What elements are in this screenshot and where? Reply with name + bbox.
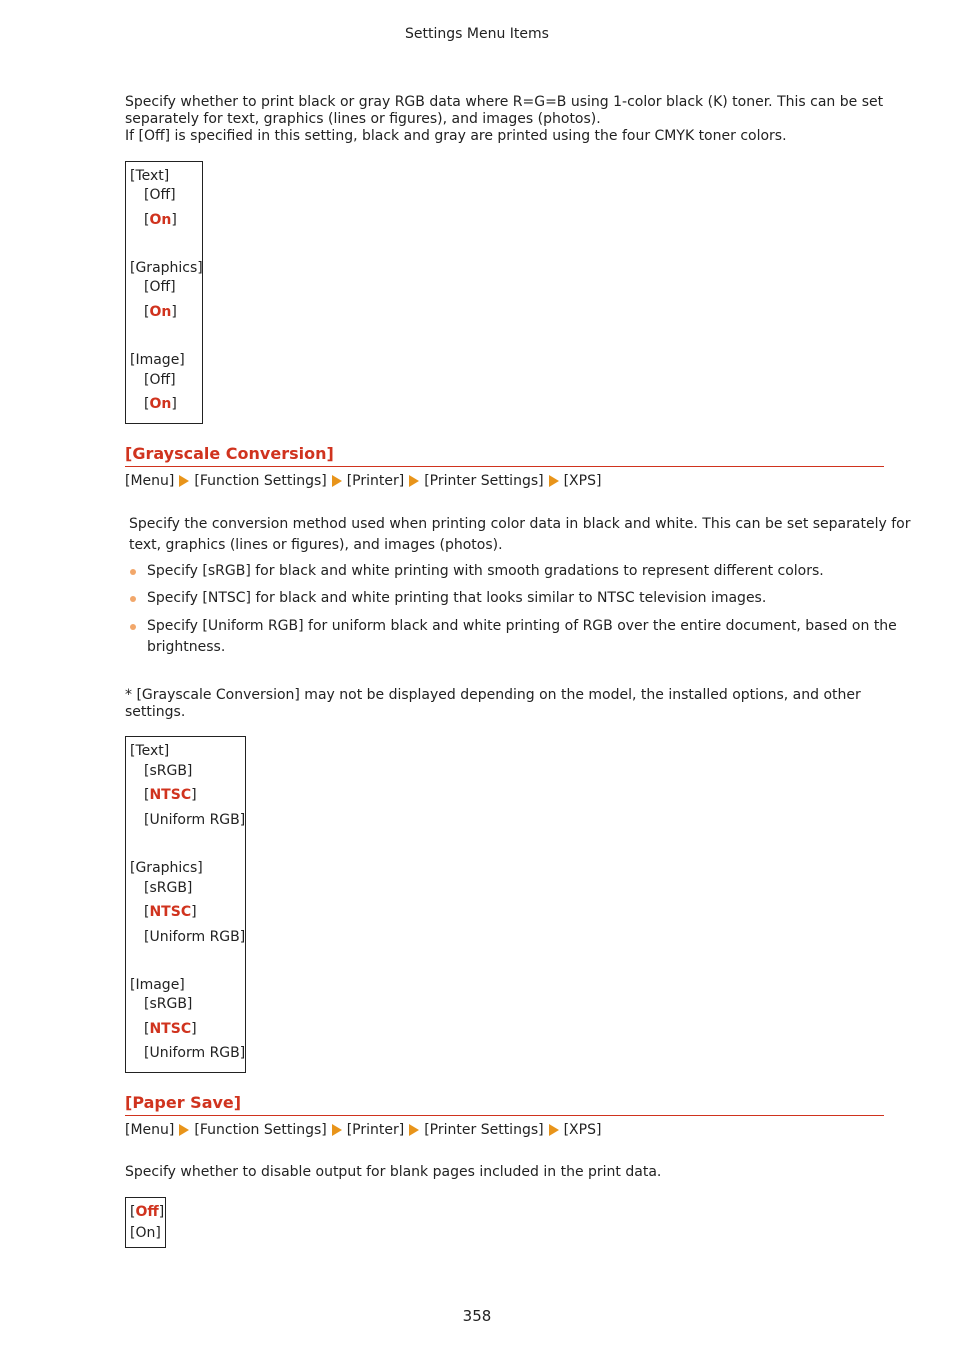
breadcrumb-item: [Function Settings] bbox=[194, 1122, 327, 1138]
graphics-label: [Graphics] bbox=[130, 860, 203, 876]
graphics-on-option: [On] bbox=[144, 304, 177, 320]
graphics-uniform-option: [Uniform RGB] bbox=[144, 929, 246, 945]
triangle-arrow-icon bbox=[409, 1124, 419, 1136]
bullet-item: Specify [NTSC] for black and white printing that looks similar to NTSC television images. bbox=[147, 590, 767, 606]
breadcrumb-item: [Printer Settings] bbox=[424, 1122, 544, 1138]
graphics-off-option: [Off] bbox=[144, 279, 176, 295]
triangle-arrow-icon bbox=[332, 475, 342, 487]
paper-save-description: Specify whether to disable output for blank pages included in the print data. bbox=[125, 1164, 662, 1180]
note-line: settings. bbox=[125, 704, 186, 720]
default-value: NTSC bbox=[149, 904, 192, 920]
text-on-option: [On] bbox=[144, 212, 177, 228]
text-off-option: [Off] bbox=[144, 187, 176, 203]
page-number: 358 bbox=[462, 1307, 492, 1325]
breadcrumb-item: [Printer Settings] bbox=[424, 473, 544, 489]
image-ntsc-option: [NTSC] bbox=[144, 1021, 197, 1037]
page-header: Settings Menu Items bbox=[405, 26, 549, 42]
image-srgb-option: [sRGB] bbox=[144, 996, 193, 1012]
default-value: NTSC bbox=[149, 1021, 192, 1037]
bullet-dot-icon bbox=[130, 624, 136, 630]
triangle-arrow-icon bbox=[549, 1124, 559, 1136]
grayscale-settings-box bbox=[125, 736, 246, 1073]
triangle-arrow-icon bbox=[332, 1124, 342, 1136]
breadcrumb-item: [Menu] bbox=[125, 473, 175, 489]
default-value: On bbox=[149, 304, 172, 320]
breadcrumb-item: [Printer] bbox=[346, 473, 405, 489]
image-label: [Image] bbox=[130, 352, 185, 368]
text-ntsc-option: [NTSC] bbox=[144, 787, 197, 803]
text-label: [Text] bbox=[130, 168, 170, 184]
default-value: On bbox=[149, 396, 172, 412]
breadcrumb-item: [Function Settings] bbox=[194, 473, 327, 489]
breadcrumb-item: [XPS] bbox=[563, 1122, 602, 1138]
graphics-label: [Graphics] bbox=[130, 260, 203, 276]
default-value: On bbox=[149, 212, 172, 228]
triangle-arrow-icon bbox=[409, 475, 419, 487]
on-option: [On] bbox=[130, 1225, 161, 1241]
text-uniform-option: [Uniform RGB] bbox=[144, 812, 246, 828]
image-off-option: [Off] bbox=[144, 372, 176, 388]
breadcrumb bbox=[125, 473, 601, 489]
breadcrumb bbox=[125, 1122, 601, 1138]
bullet-dot-icon bbox=[130, 596, 136, 602]
description-line: Specify the conversion method used when printing color data in black and white. This can be set separately for bbox=[129, 516, 911, 532]
graphics-ntsc-option: [NTSC] bbox=[144, 904, 197, 920]
image-label: [Image] bbox=[130, 977, 185, 993]
paper-save-settings-box bbox=[125, 1197, 166, 1248]
image-on-option: [On] bbox=[144, 396, 177, 412]
breadcrumb-item: [XPS] bbox=[563, 473, 602, 489]
text-srgb-option: [sRGB] bbox=[144, 763, 193, 779]
bullet-item: Specify [sRGB] for black and white printing with smooth gradations to represent different colors. bbox=[147, 563, 824, 579]
intro-line: Specify whether to print black or gray RGB data where R=G=B using 1-color black (K) toner. This can be set bbox=[125, 94, 884, 110]
triangle-arrow-icon bbox=[549, 475, 559, 487]
graphics-srgb-option: [sRGB] bbox=[144, 880, 193, 896]
intro-line: If [Off] is specified in this setting, black and gray are printed using the four CMYK toner colors. bbox=[125, 128, 787, 144]
grayscale-note bbox=[125, 687, 865, 721]
bullet-dot-icon bbox=[130, 569, 136, 575]
section-title-grayscale: [Grayscale Conversion] bbox=[125, 444, 334, 463]
intro-line: separately for text, graphics (lines or figures), and images (photos). bbox=[125, 111, 601, 127]
breadcrumb-item: [Menu] bbox=[125, 1122, 175, 1138]
image-uniform-option: [Uniform RGB] bbox=[144, 1045, 246, 1061]
breadcrumb-item: [Printer] bbox=[346, 1122, 405, 1138]
off-option: [Off] bbox=[130, 1204, 165, 1220]
intro-paragraph bbox=[125, 94, 884, 145]
text-label: [Text] bbox=[130, 743, 170, 759]
section-rule bbox=[125, 1115, 884, 1116]
default-value: Off bbox=[135, 1204, 159, 1220]
bullet-item: Specify [Uniform RGB] for uniform black and white printing of RGB over the entire document, based on the bbox=[147, 618, 897, 634]
bullet-item-continuation: brightness. bbox=[147, 639, 226, 655]
section-title-paper-save: [Paper Save] bbox=[125, 1093, 242, 1112]
note-line: * [Grayscale Conversion] may not be displayed depending on the model, the installed options, and other bbox=[125, 687, 861, 703]
black-toner-settings-box bbox=[125, 161, 203, 424]
grayscale-description bbox=[129, 514, 911, 556]
triangle-arrow-icon bbox=[179, 475, 189, 487]
description-line: text, graphics (lines or figures), and images (photos). bbox=[129, 537, 503, 553]
section-rule bbox=[125, 466, 884, 467]
default-value: NTSC bbox=[149, 787, 192, 803]
triangle-arrow-icon bbox=[179, 1124, 189, 1136]
